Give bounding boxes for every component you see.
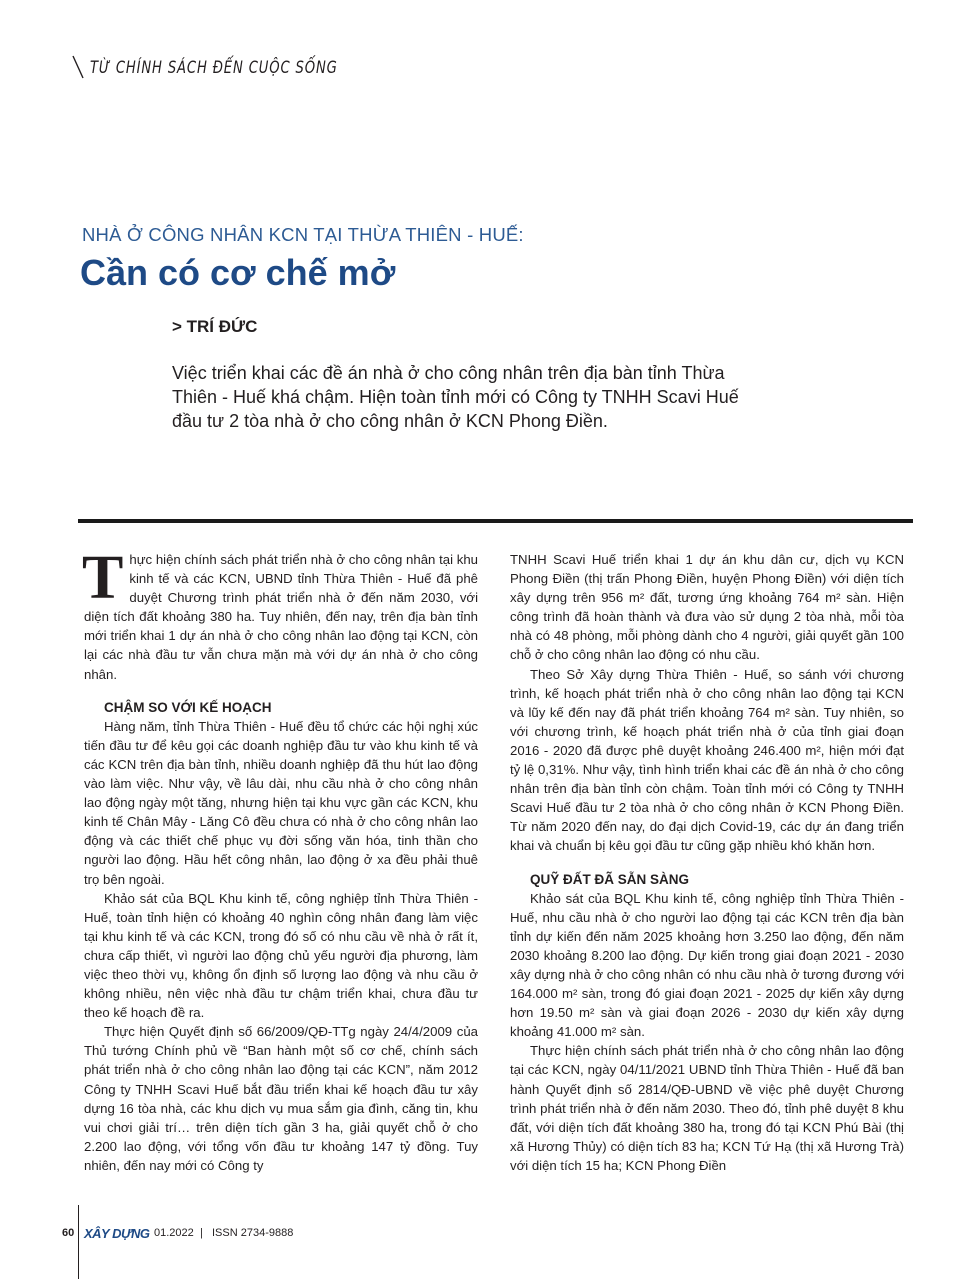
footer-vertical-line bbox=[78, 1205, 79, 1279]
paragraph-5: TNHH Scavi Huế triển khai 1 dự án khu dân cư, dịch vụ KCN Phong Điền (thị trấn Phong Điền, huyện Phong Điền) với diện tích xây dựng trên 956 m² đất, tương ứng khoảng 764 m² sàn. Hiện công trình đã hoàn thành và đưa vào sử dụng 2 tòa nhà, mỗi tòa nhà có 48 phòng, mỗi phòng dành cho 4 người, giải quyết gần 100 chỗ ở cho công nhân lao động có nhu cầu. bbox=[510, 552, 904, 663]
paragraph-6: Theo Sở Xây dựng Thừa Thiên - Huế, so sánh với chương trình, kế hoạch phát triển nhà ở cho công nhân lao động tại KCN và lũy kế đến nay đã phát triển khoảng 764 m² sàn. Tuy nhiên, so với chương trình, kế hoạch phát triển nhà ở của tỉnh giai đoạn 2016 - 2020 đã được phê duyệt khoảng 246.400 m², hiện mới đạt tỷ lệ 0,31%. Như vậy, tình hình triển khai các đề án nhà ở cho công nhân trên địa bàn tỉnh còn chậm. Toàn tỉnh mới có Công ty TNHH Scavi Huế đầu tư 2 tòa nhà ở cho công nhân ở KCN Phong Điền. Từ năm 2020 đến nay, do đại dịch Covid-19, các dự án đang triển khai và chuẩn bị kêu gọi đầu tư cũng gặp nhiều khó khăn hơn. bbox=[510, 666, 904, 854]
issue-date: 01.2022 bbox=[154, 1227, 194, 1239]
dropcap: T bbox=[82, 544, 124, 612]
paragraph-3: Khảo sát của BQL Khu kinh tế, công nghiệp tỉnh Thừa Thiên - Huế, toàn tỉnh hiện có khoảng 40 nghìn công nhân đang làm việc tại khu kinh tế và các KCN, trong đó số có nhu cầu về nhà ở rất ít, chưa cấp thiết, vì người lao động chủ yếu người địa phương, làm việc theo thời vụ, không ổn định số lượng lao động và nhu cầu ở không nhiều, nên việc nhà đầu tư chậm triển khai, chưa đầu tư theo kế hoạch đề ra. bbox=[84, 890, 478, 1021]
page-number: 60 bbox=[62, 1227, 75, 1239]
magazine-logo: XÂY DỰNG bbox=[84, 1226, 150, 1241]
divider-rule bbox=[78, 519, 913, 523]
body-column-right bbox=[510, 550, 904, 1175]
paragraph-1 bbox=[82, 544, 478, 684]
body-column-left bbox=[82, 544, 478, 1175]
footer-separator: | bbox=[200, 1227, 203, 1239]
article-byline: > TRÍ ĐỨC bbox=[172, 317, 258, 336]
subheading-2: QUỸ ĐẤT ĐÃ SẴN SÀNG bbox=[530, 871, 690, 887]
paragraph-7: Khảo sát của BQL Khu kinh tế, công nghiệp tỉnh Thừa Thiên - Huế, nhu cầu nhà ở cho người lao động tại các KCN trên địa bàn tỉnh dự kiến đến năm 2025 khoảng hơn 3.250 lao động, đến năm 2030 khoảng 8.200 lao động. Dự kiến trong giai đoạn 2021 - 2030 xây dựng nhà ở cho công nhân có nhu cầu nhà ở tương đương với 164.000 m² sàn, trong đó giai đoạn 2021 - 2025 dự kiến xây dựng hơn 19.50 m² sàn và giai đoạn 2026 - 2030 dự kiến xây dựng khoảng 41.000 m² sàn. bbox=[510, 890, 904, 1040]
section-label: TỪ CHÍNH SÁCH ĐẾN CUỘC SỐNG bbox=[90, 58, 338, 78]
section-header bbox=[70, 52, 370, 82]
article-lead: Việc triển khai các đề án nhà ở cho công nhân trên địa bàn tỉnh Thừa Thiên - Huế khá chậm. Hiện toàn tỉnh mới có Công ty TNHH Scavi Huế đầu tư 2 tòa nhà ở cho công nhân ở KCN Phong Điền. bbox=[172, 363, 739, 431]
subheading-1: CHẬM SO VỚI KẾ HOẠCH bbox=[104, 699, 272, 715]
article-kicker: NHÀ Ở CÔNG NHÂN KCN TẠI THỪA THIÊN - HUẾ: bbox=[82, 224, 524, 245]
issn-number: ISSN 2734-9888 bbox=[212, 1227, 294, 1239]
paragraph-8: Thực hiện chính sách phát triển nhà ở cho công nhân lao động tại các KCN, ngày 04/11/2021 UBND tỉnh Thừa Thiên - Huế đã ban hành Quyết định số 2814/QĐ-UBND về việc phê duyệt Chương trình phát triển nhà ở đến năm 2030. Theo đó, tỉnh phê duyệt 8 khu đất, với diện tích đất khoảng 380 ha, trong đó tại KCN Phú Bài (thị xã Hương Thủy) có diện tích 83 ha; KCN Tứ Hạ (thị xã Hương Trà) với diện tích 15 ha; KCN Phong Điền bbox=[510, 1043, 904, 1173]
paragraph-1-text: hực hiện chính sách phát triển nhà ở cho công nhân tại khu kinh tế và các KCN, UBND tỉnh Thừa Thiên - Huế đã phê duyệt Chương trình phát triển nhà ở đến năm 2030, với diện tích đất khoảng 380 ha. Tuy nhiên, đến nay, trên địa bàn tỉnh mới triển khai 1 dự án nhà ở cho công nhân lao động tại KCN, còn lại các nhà đầu tư vẫn chưa mặn mà với dự án nhà ở cho công nhân. bbox=[84, 552, 478, 682]
paragraph-4: Thực hiện Quyết định số 66/2009/QĐ-TTg ngày 24/4/2009 của Thủ tướng Chính phủ về “Ban hành một số cơ chế, chính sách phát triển nhà ở cho công nhân lao động tại các KCN”, năm 2012 Công ty TNHH Scavi Huế bắt đầu triển khai kế hoạch đầu tư xây dựng 16 tòa nhà, các khu dịch vụ mua sắm gia đình, căng tin, khu vui chơi giải trí… trên diện tích gần 3 ha, giải quyết chỗ ở cho 2.200 lao động, với tổng vốn đầu tư khoảng 147 tỷ đồng. Tuy nhiên, đến nay mới có Công ty bbox=[84, 1024, 478, 1173]
article-headline: Cần có cơ chế mở bbox=[80, 252, 396, 293]
paragraph-2: Hàng năm, tỉnh Thừa Thiên - Huế đều tổ chức các hội nghị xúc tiến đầu tư để kêu gọi các doanh nghiệp đầu tư vào khu kinh tế và các KCN trên địa bàn tỉnh, nhiều doanh nghiệp đã thu hút lao động vào làm việc. Như vậy, về lâu dài, nhu cầu nhà ở cho công nhân lao động ngày một tăng, nhưng hiện tại khu vực gần các KCN, khu kinh tế Chân Mây - Lăng Cô đều chưa có nhà ở cho công nhân lao động và các thiết chế phục vụ đời sống văn hóa, tinh thần cho người lao động. Hầu hết công nhân, lao động ở xa đều phải thuê trọ bên ngoài. bbox=[84, 718, 478, 887]
